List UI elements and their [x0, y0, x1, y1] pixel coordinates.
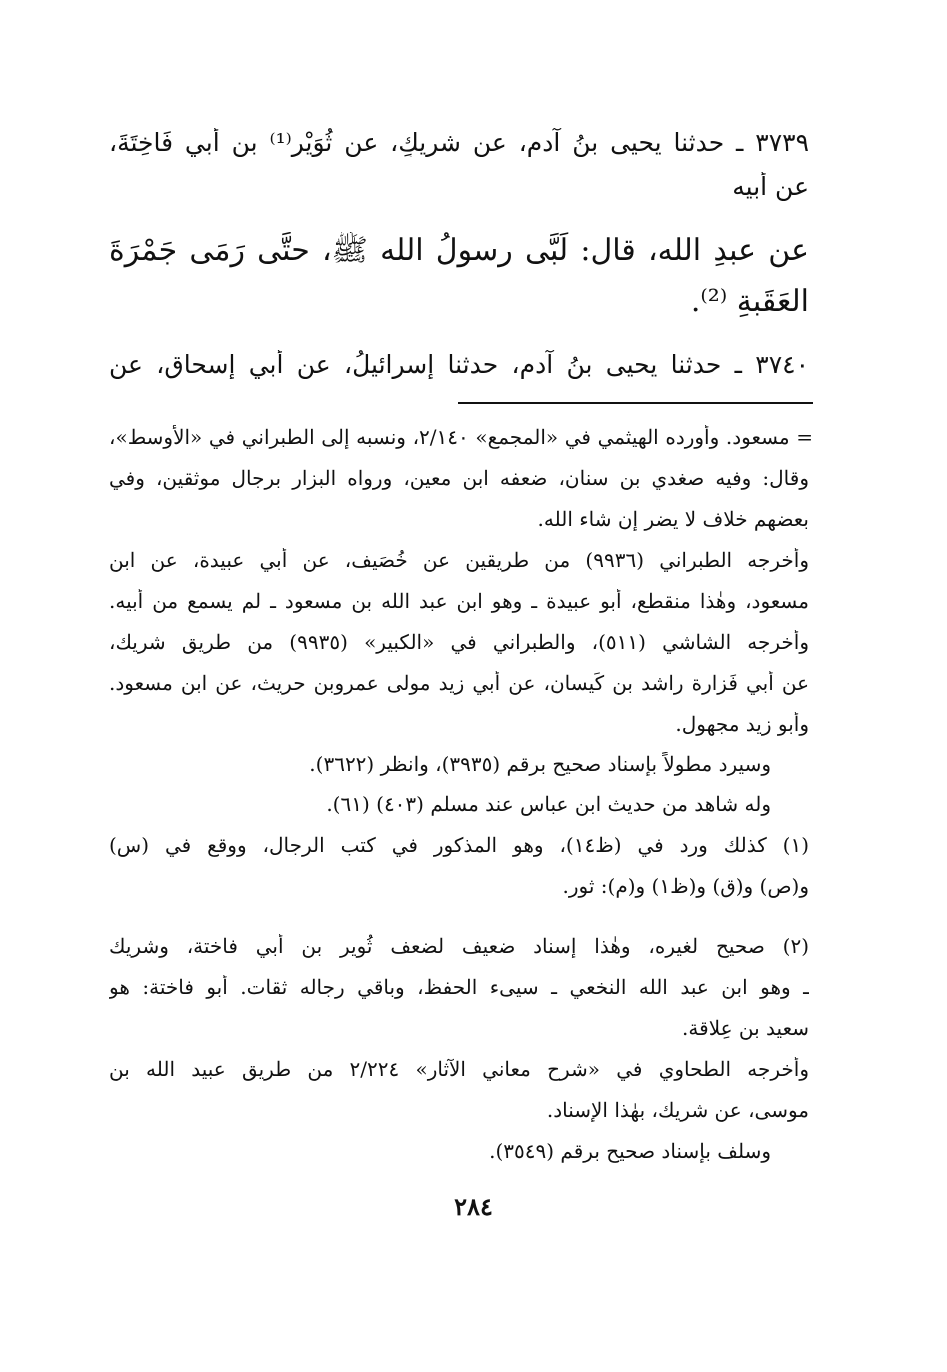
page-number: ٢٨٤ [454, 1192, 493, 1221]
footnote-continued-line-3: بعضهم خلاف لا يضر إن شاء الله. [537, 507, 809, 531]
footnote-continued-line-2: وقال: وفيه صغدي بن سنان، ضعفه ابن معين، ورواه البزار برجال موثقين، وفي [109, 466, 809, 490]
footnote-2-line-3: سعيد بن عِلاقة. [682, 1016, 809, 1040]
footnote-continued-line-9: وسيرد مطولاً بإسناد صحيح برقم (٣٩٣٥)، وانظر (٣٦٢٢). [309, 752, 771, 776]
hadith-3739-line-2: عن أبيه [732, 172, 809, 201]
footnote-continued-line-8: وأبو زيد مجهول. [675, 712, 809, 736]
hadith-3739-line-4: العَقَبةِ ⁽²⁾. [690, 284, 809, 319]
footnote-continued-line-6: وأخرجه الشاشي (٥١١)، والطبراني في «الكبير» (٩٩٣٥) من طريق شريك، [109, 630, 809, 654]
footnote-continued-line-5: مسعود، وهٰذا منقطع، أبو عبيدة ـ وهو ابن عبد الله بن مسعود ـ لم يسمع من أبيه. [109, 589, 809, 613]
footnote-2-line-1: (٢) صحيح لغيره، وهٰذا إسناد ضعيف لضعف ثُوير بن أبي فاختة، وشريك [109, 934, 809, 958]
footnote-2-line-6: وسلف بإسناد صحيح برقم (٣٥٤٩). [489, 1139, 771, 1163]
footnote-2-line-5: موسى، عن شريك، بهٰذا الإسناد. [546, 1098, 809, 1122]
footnote-1-line-1: (١) كذلك ورد في (ظ١٤)، وهو المذكور في كتب الرجال، ووقع في (س) [109, 833, 809, 857]
footnote-continued-line-1: = مسعود. وأورده الهيثمي في «المجمع» ٢/١٤٠، ونسبه إلى الطبراني في «الأوسط»، [109, 425, 813, 449]
footnote-continued-line-7: عن أبي فَزارة راشد بن كَيسان، عن أبي زيد مولى عمروبن حريث، عن ابن مسعود. [109, 671, 809, 695]
footnote-2-line-4: وأخرجه الطحاوي في «شرح معاني الآثار» ٢/٢٢٤ من طريق عبيد الله بن [109, 1057, 809, 1081]
footnote-separator [458, 402, 813, 404]
hadith-3740-line-1: ٣٧٤٠ ـ حدثنا يحيى بنُ آدم، حدثنا إسرائيلُ، عن أَبي إِسحاق، عن [109, 350, 809, 379]
hadith-3739-line-1: ٣٧٣٩ ـ حدثنا يحيى بنُ آدم، عن شريكٍ، عن ثُوَيْر⁽¹⁾ بن أَبي فَاخِتَةَ، [109, 128, 809, 157]
footnote-2-line-2: ـ وهو ابن عبد الله النخعي ـ سيىء الحفظ، وباقي رجاله ثقات. أبو فاختة: هو [109, 975, 809, 999]
hadith-3739-line-3: عن عبدِ الله، قال: لَبَّى رسولُ الله ﷺ، حتَّى رَمَى جَمْرَةَ [109, 233, 809, 268]
footnote-continued-line-10: وله شاهد من حديث ابن عباس عند مسلم (٤٠٣) (٦١). [326, 792, 771, 816]
footnote-1-line-2: و(ص) و(ق) و(ظ١) و(م): ثور. [562, 874, 809, 898]
footnote-continued-line-4: وأخرجه الطبراني (٩٩٣٦) من طريقين عن خُصَيف، عن أبي عبيدة، عن ابن [109, 548, 809, 572]
